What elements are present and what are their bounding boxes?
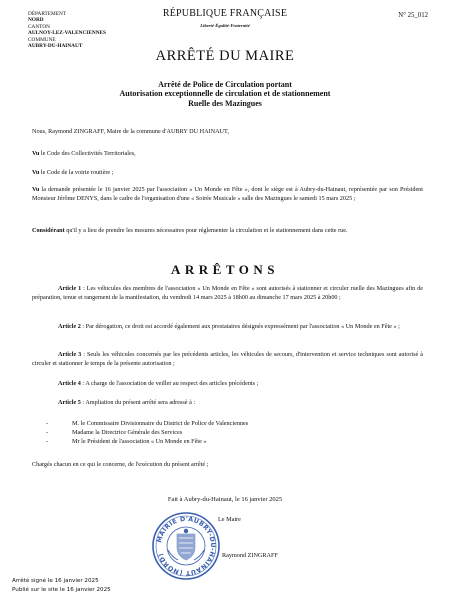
vu-keyword: Vu	[32, 150, 40, 157]
signature-role: Le Maire	[218, 516, 241, 523]
header-line-departement: DÉPARTEMENT	[28, 11, 67, 17]
article-label: Article 3	[58, 351, 82, 358]
vu-paragraph-2	[32, 168, 423, 177]
subject-line-2: Autorisation exceptionnelle de circulation et de stationnement	[119, 89, 331, 99]
recipients-list-wrapper	[32, 419, 423, 447]
republic-motto: Liberté-Égalité-Fraternité	[200, 23, 250, 28]
considerant-text: qu'il y a lieu de prendre les mesures nécessaires pour réglementer la circulation et le stationnement dans cette rue.	[64, 227, 348, 234]
republic-title: RÉPUBLIQUE FRANÇAISE	[162, 8, 288, 19]
article-label: Article 1	[58, 285, 82, 292]
article-text: : Ampliation du présent arrêté sera adressé à :	[80, 399, 196, 406]
article-1	[32, 284, 423, 302]
recipients-list	[32, 419, 423, 447]
svg-text:MAIRIE D'AUBRY-DU-HAINAUT (NOR: MAIRIE D'AUBRY-DU-HAINAUT (NORD)	[156, 515, 217, 577]
publication-footer	[12, 577, 111, 595]
subject-line-3: Ruelle des Mazingues	[188, 98, 262, 108]
closing-paragraph: Chargés chacun en ce qui le concerne, de l'exécution du présent arrêté ;	[32, 461, 209, 468]
considerant-paragraph	[32, 226, 423, 235]
article-label: Article 2	[58, 323, 81, 330]
article-label: Article 5	[58, 399, 81, 406]
vu-text: le Code des Collectivités Territoriales,	[39, 150, 136, 157]
vu-paragraph-3	[32, 185, 423, 203]
vu-paragraph-1	[32, 149, 423, 158]
header-line-commune: COMMUNE	[28, 36, 56, 43]
header-republic-block	[0, 8, 450, 28]
arrete-number: N° 25_012	[398, 12, 428, 19]
article-text: : A charge de l'association de veiller au respect des articles précédents ;	[80, 380, 259, 387]
vu-text: la demande présentée le 16 janvier 2025 par l'association « Un Monde en Fête », dont le siège est à Aubry-du-Hainaut, représentée par son Président Monsieur Jérôme DENYS, dans le cadre de l'organisation d'une « Soirée Musicale » salle des Mazingues le samedi 15 mars 2025 ;	[32, 186, 423, 203]
footer-published: Publié sur le site le 16 janvier 2025	[12, 587, 111, 593]
article-3	[32, 350, 423, 368]
article-2	[32, 322, 423, 331]
vu-text: le Code de la voirie routière ;	[39, 169, 114, 176]
place-date: Fait à Aubry-du-Hainaut, le 16 janvier 2025	[167, 496, 283, 503]
header-line-canton: CANTON	[28, 23, 50, 30]
recipient-item: - Madame la Directrice Générale des Services	[32, 428, 423, 437]
arretons-heading: ARRÊTONS	[170, 262, 279, 277]
document-title: ARRÊTÉ DU MAIRE	[155, 48, 295, 64]
subject-line-1: Arrêté de Police de Circulation portant	[158, 80, 292, 89]
article-text: : Les véhicules des membres de l'association « Un Monde en Fête » sont autorisés à stationner et circuler ruelle des Mazingues afin de préparation, tenue et rangement de la manifestation, du vendredi 14 mars 2025 à 18h00 au dimanche 17 mars 2025 à 20h00 ;	[32, 285, 423, 302]
article-5	[32, 398, 423, 407]
vu-keyword: Vu	[32, 186, 40, 193]
article-text: : Seuls les véhicules concernés par les précédents articles, les véhicules de secours, d'intervention et service techniques sont autorisé à circuler et stationner le temps de la présente autorisation ;	[32, 351, 423, 368]
recipient-item: - Mr le Président de l'association « Un Monde en Fête »	[32, 437, 423, 446]
header-line-canton-name: AULNOY-LEZ-VALENCIENNES	[28, 30, 107, 37]
document-subject	[0, 80, 450, 108]
article-label: Article 4	[58, 380, 81, 387]
mairie-seal	[150, 510, 222, 582]
considerant-keyword: Considérant	[32, 227, 65, 234]
header-line-nord: NORD	[28, 17, 44, 24]
preamble: Nous, Raymond ZINGRAFF, Maire de la commune d'AUBRY DU HAINAUT,	[32, 128, 229, 135]
article-4	[32, 379, 423, 388]
vu-keyword: Vu	[32, 169, 40, 176]
signatory-name: Raymond ZINGRAFF	[222, 552, 278, 559]
seal-graphic	[150, 510, 222, 582]
article-text: : Par dérogation, ce droit est accordé également aux prestataires désignés expressément par l'association « Un Monde en Fête » ;	[80, 323, 400, 330]
header-line-commune-name: AUBRY-DU-HAINAUT	[28, 43, 83, 50]
footer-signed: Arrêté signé le 16 janvier 2025	[12, 578, 99, 584]
recipient-item: - M. le Commissaire Divisionnaire du District de Police de Valenciennes	[32, 419, 423, 428]
